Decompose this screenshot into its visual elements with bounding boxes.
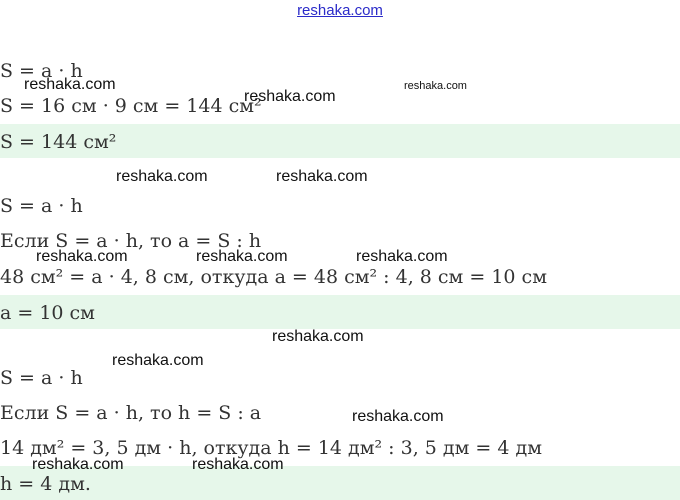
watermark: reshaka.com (276, 168, 368, 185)
watermark: reshaka.com (192, 456, 284, 473)
task3-rule: Если S = a · h, то h = S : a (0, 402, 262, 424)
task2-answer-box (0, 295, 680, 329)
watermark: reshaka.com (404, 80, 467, 92)
task3-calculation: 14 дм² = 3, 5 дм · h, откуда h = 14 дм² : 3, 5 дм = 4 дм (0, 437, 542, 459)
watermark: reshaka.com (352, 408, 444, 425)
task1-answer-box (0, 124, 680, 158)
task3-answer: h = 4 дм. (0, 473, 91, 495)
header-watermark-link[interactable]: reshaka.com (297, 2, 383, 19)
watermark: reshaka.com (196, 248, 288, 265)
watermark: reshaka.com (24, 76, 116, 93)
watermark: reshaka.com (356, 248, 448, 265)
watermark: reshaka.com (32, 456, 124, 473)
watermark: reshaka.com (272, 328, 364, 345)
watermark: reshaka.com (244, 88, 336, 105)
task2-answer: a = 10 см (0, 302, 95, 324)
task2-rule: Если S = a · h, то a = S : h (0, 230, 262, 252)
task1-calculation: S = 16 см · 9 см = 144 см² (0, 95, 262, 117)
watermark: reshaka.com (116, 168, 208, 185)
task3-formula: S = a · h (0, 367, 83, 389)
task1-formula: S = a · h (0, 60, 83, 82)
task1-answer: S = 144 см² (0, 131, 117, 153)
watermark: reshaka.com (112, 352, 204, 369)
watermark: reshaka.com (36, 248, 128, 265)
task2-calculation: 48 см² = a · 4, 8 см, откуда a = 48 см² : 4, 8 см = 10 см (0, 266, 547, 288)
task2-formula: S = a · h (0, 195, 83, 217)
